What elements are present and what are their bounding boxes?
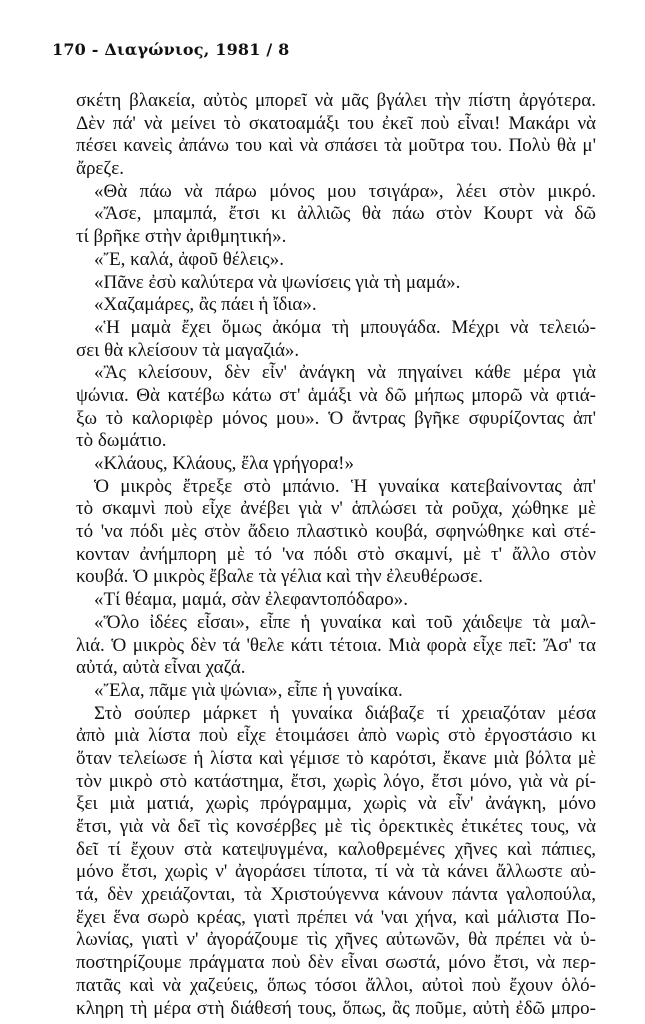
text-line: «Τί θέαμα, μαμά, σὰν ἐλεφαντοπόδαρο». [94, 589, 409, 611]
text-line: «Χαζαμάρες, ἂς πάει ἡ ἴδια». [94, 294, 317, 316]
text-line: σκέτη βλακεία, αὐτὸς μπορεῖ νὰ μᾶς βγάλει τὴν πίστη ἀργότερα. [76, 90, 596, 111]
text-line: ξει μιὰ ματιά, χωρὶς πρόγραμμα, χωρὶς νὰ εἶν' ἀνάγκη, μόνο [76, 793, 596, 815]
text-line: «Ἔ, καλά, ἀφοῦ θέλεις». [94, 248, 284, 270]
text-line: κουβά. Ὁ μικρὸς ἔβαλε τὰ γέλια καὶ τὴν ἐλευθέρωσε. [76, 566, 483, 588]
text-line: ἄρεζε. [76, 158, 125, 180]
text-line: «Θὰ πάω νὰ πάρω μόνος μου τσιγάρα», λέει στὸν μικρό. [94, 180, 596, 202]
text-line: ψώνια. Θὰ κατέβω κάτω στ' ἁμάξι νὰ δῶ μήπως μπορῶ νὰ φτιά- [76, 384, 596, 406]
text-line: «Ἔλα, πᾶμε γιὰ ψώνια», εἶπε ἡ γυναίκα. [94, 679, 403, 701]
text-line: λωνίας, γιατὶ ν' ἀγοράζουμε τὶς χῆνες αὐτωνῶν, θὰ πρέπει νὰ ὑ- [76, 929, 596, 951]
text-line: δεῖ τί ἔχουν στὰ κατεψυγμένα, καλοθρεμένες χῆνες καὶ πάπιες, [76, 838, 596, 860]
text-line: αὐτά, αὐτὰ εἶναι χαζά. [76, 657, 246, 679]
text-line: σει θὰ κλείσουν τὰ μαγαζιά». [76, 339, 300, 361]
text-line: Στὸ σούπερ μάρκετ ἡ γυναίκα διάβαζε τί χρειαζόταν μέσα [94, 702, 596, 724]
text-line: λιά. Ὁ μικρὸς δὲν τά 'θελε κάτι τέτοια. Μιὰ φορὰ εἶχε πεῖ: Ἄσ' τα [76, 634, 596, 656]
text-line: «Ἄσε, μπαμπά, ἔτσι κι ἀλλιῶς θὰ πάω στὸν Κουρτ νὰ δῶ [94, 203, 596, 225]
text-line: κληρη τὴ μέρα στὴ διάθεσή τους, ὅπως, ἂς ποῦμε, αὐτὴ ἐδῶ μπρο- [76, 997, 596, 1019]
text-line: ἔχει ἕνα σωρὸ κρέας, γιατὶ πρέπει νά 'ναι χήνα, καὶ μάλιστα Πο- [76, 906, 596, 928]
text-line: πέσει κανεὶς ἀπάνω του καὶ νὰ σπάσει τὰ μοῦτρα του. Πολὺ θὰ μ' [76, 135, 596, 157]
text-line: τὸν μικρὸ στὸ κατάστημα, ἔτσι, χωρὶς λόγο, ἔτσι μόνο, γιὰ νὰ ρί- [76, 770, 596, 792]
text-line: Δὲν πά' νὰ μείνει τὸ σκατοαμάξι του ἐκεῖ ποὺ εἶναι! Μακάρι νὰ [76, 112, 596, 134]
text-line: «Πᾶνε ἐσὺ καλύτερα νὰ ψωνίσεις γιὰ τὴ μαμά». [94, 271, 461, 293]
text-line: «Κλάους, Κλάους, ἔλα γρήγορα!» [94, 453, 355, 474]
text-line: τό 'να πόδι μὲς στὸν ἄδειο πλαστικὸ κουβά, σφηνώθηκε καὶ στέ- [76, 521, 596, 543]
text-line: πατᾶς καὶ νὰ χαζεύεις, ὅπως τόσοι ἄλλοι, αὐτοὶ ποὺ ἔχουν ὁλό- [76, 974, 596, 996]
text-line: ποστηρίζουμε πράγματα ποὺ δὲν εἶναι σωστά, μόνο ἔτσι, νὰ περ- [76, 952, 596, 974]
text-line: «Ἡ μαμὰ ἔχει ὅμως ἀκόμα τὴ μπουγάδα. Μέχρι νὰ τελειώ- [94, 316, 596, 338]
text-line: τὸ δωμάτιο. [76, 430, 167, 452]
body-text [76, 90, 596, 1020]
text-line: ξω τὸ καλοριφὲρ μόνος μου». Ὁ ἄντρας βγῆκε σφυρίζοντας ἀπ' [76, 407, 596, 429]
text-line: Ὁ μικρὸς ἔτρεξε στὸ μπάνιο. Ἡ γυναίκα κατεβαίνοντας ἀπ' [94, 475, 596, 497]
running-head: 170 - Διαγώνιος, 1981 / 8 [52, 40, 290, 59]
text-line: ἀπὸ μιὰ λίστα ποὺ εἶχε ἑτοιμάσει ἀπὸ νωρὶς στὸ ἐργοστάσιο κι [76, 725, 596, 747]
text-line: «Ἂς κλείσουν, δὲν εἶν' ἀνάγκη νὰ πηγαίνει κάθε μέρα γιὰ [94, 362, 596, 384]
text-line: μόνο ἔτσι, χωρὶς ν' ἀγοράσει τίποτα, τί νὰ τὰ κάνει ἄλλωστε αὐ- [76, 861, 596, 883]
text-line: κονταν ἀνήμπορη μὲ τό 'να πόδι στὸ σκαμνί, μὲ τ' ἄλλο στὸν [76, 543, 596, 565]
text-line: τά, δὲν χρειάζονται, τὰ Χριστούγεννα κάνουν πάντα γαλοπούλα, [76, 884, 596, 906]
text-line: τὸ σκαμνὶ ποὺ εἶχε ἀνέβει γιὰ ν' ἁπλώσει τὰ ροῦχα, χώθηκε μὲ [76, 498, 596, 520]
text-line: τί βρῆκε στὴν ἀριθμητική». [76, 226, 287, 248]
text-line: ὅταν τελείωσε ἡ λίστα καὶ γέμισε τὸ καρότσι, ἔκανε μιὰ βόλτα μὲ [76, 747, 596, 769]
text-line: ἔτσι, γιὰ νὰ δεῖ τὶς κονσέρβες μὲ τὶς ὀρεκτικὲς ἐτικέτες τους, νὰ [76, 816, 596, 837]
text-line: «Ὅλο ἰδέες εἶσαι», εἶπε ἡ γυναίκα καὶ τοῦ χάιδεψε τὰ μαλ- [94, 611, 596, 633]
